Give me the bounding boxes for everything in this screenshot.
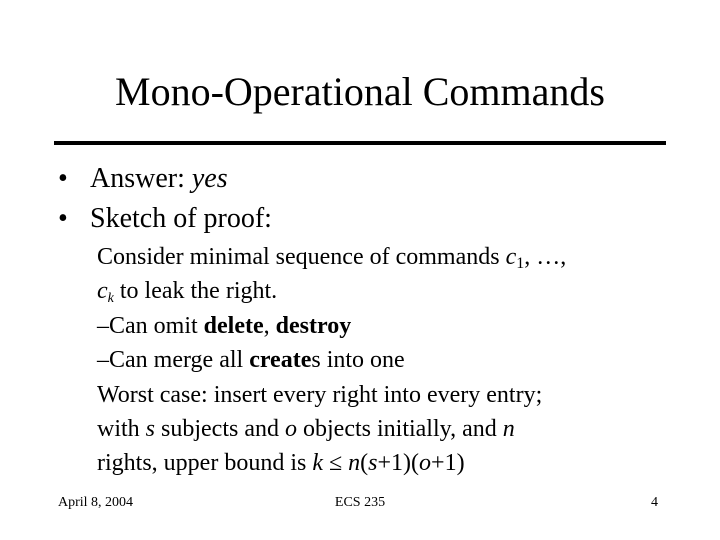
- bullet-marker: •: [58, 163, 68, 194]
- proof-body: [97, 240, 697, 481]
- proof-line-4: –Can merge all creates into one: [97, 347, 405, 374]
- proof-line-7: rights, upper bound is k ≤ n(s+1)(o+1): [97, 450, 465, 477]
- proof-line-6: with s subjects and o objects initially, and n: [97, 416, 515, 443]
- slide-title: Mono-Operational Commands: [115, 69, 605, 114]
- proof-line-5: Worst case: insert every right into every entry;: [97, 381, 543, 408]
- proof-line-3: –Can omit delete, destroy: [97, 312, 352, 339]
- proof-line-1: Consider minimal sequence of commands $c_1$, …,: [97, 244, 567, 272]
- bullet-text: Sketch of proof:: [90, 203, 272, 234]
- footer-date: April 8, 2004: [58, 495, 134, 510]
- footer-course: ECS 235: [334, 495, 386, 510]
- title-underline: [54, 141, 666, 145]
- answer-value: yes: [191, 163, 228, 194]
- proof-line-2: ck to leak the right.: [97, 278, 278, 307]
- footer-page-number: 4: [651, 495, 658, 510]
- bullet-marker: •: [58, 203, 68, 234]
- bullet-text: Answer: yes: [90, 163, 228, 194]
